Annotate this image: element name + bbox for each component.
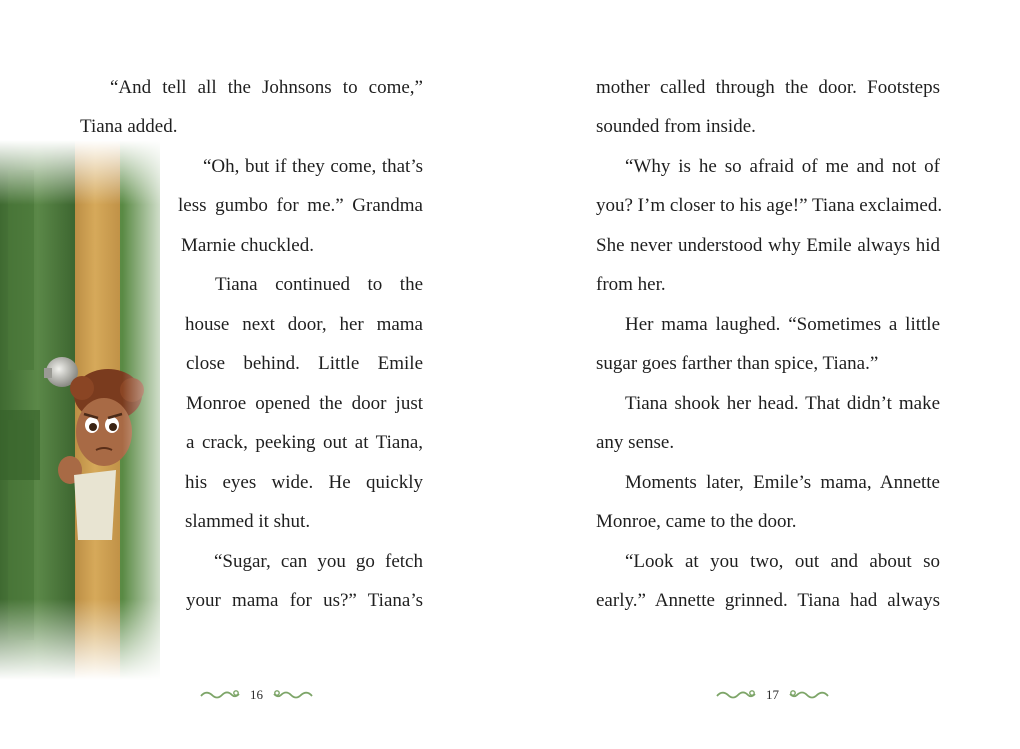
text-line: “And tell all the Johnsons to come,” <box>110 77 423 98</box>
text-line: from her. <box>596 274 666 295</box>
left-ornament-icon <box>716 688 756 702</box>
text-line: sugar goes farther than spice, Tiana.” <box>596 353 879 374</box>
door-illustration <box>0 140 175 680</box>
text-line: less gumbo for me.” Grandma <box>178 195 423 216</box>
text-line: “Oh, but if they come, that’s <box>203 156 423 177</box>
text-line: Tiana shook her head. That didn’t make <box>625 393 940 414</box>
text-line: sounded from inside. <box>596 116 756 137</box>
page-number: 16 <box>250 687 263 702</box>
text-line: Monroe, came to the door. <box>596 511 797 532</box>
text-line: Tiana continued to the <box>215 274 423 295</box>
text-line: house next door, her mama <box>185 314 423 335</box>
text-line: “Why is he so afraid of me and not of <box>625 156 940 177</box>
page-number-footer <box>716 684 829 706</box>
text-line: close behind. Little Emile <box>186 353 423 374</box>
page-number-footer <box>200 684 313 706</box>
page-number: 17 <box>766 687 779 702</box>
text-line: slammed it shut. <box>185 511 311 532</box>
left-ornament-icon <box>200 688 240 702</box>
text-line: Tiana added. <box>80 116 178 137</box>
text-line: you? I’m closer to his age!” Tiana exclaimed. <box>596 195 943 216</box>
text-line: his eyes wide. He quickly <box>185 472 423 493</box>
text-line: mother called through the door. Footsteps <box>596 77 940 98</box>
text-line: “Sugar, can you go fetch <box>214 551 423 572</box>
text-line: a crack, peeking out at Tiana, <box>186 432 423 453</box>
text-line: Marnie chuckled. <box>181 235 314 256</box>
text-line: Moments later, Emile’s mama, Annette <box>625 472 940 493</box>
text-line: “Look at you two, out and about so <box>625 551 940 572</box>
right-page <box>510 0 1020 749</box>
right-ornament-icon <box>273 688 313 702</box>
right-ornament-icon <box>789 688 829 702</box>
text-line: any sense. <box>596 432 675 453</box>
text-line: Monroe opened the door just <box>186 393 423 414</box>
text-line: She never understood why Emile always hid <box>596 235 940 256</box>
text-line: your mama for us?” Tiana’s <box>186 590 423 611</box>
text-line: early.” Annette grinned. Tiana had always <box>596 590 940 611</box>
text-line: Her mama laughed. “Sometimes a little <box>625 314 940 335</box>
